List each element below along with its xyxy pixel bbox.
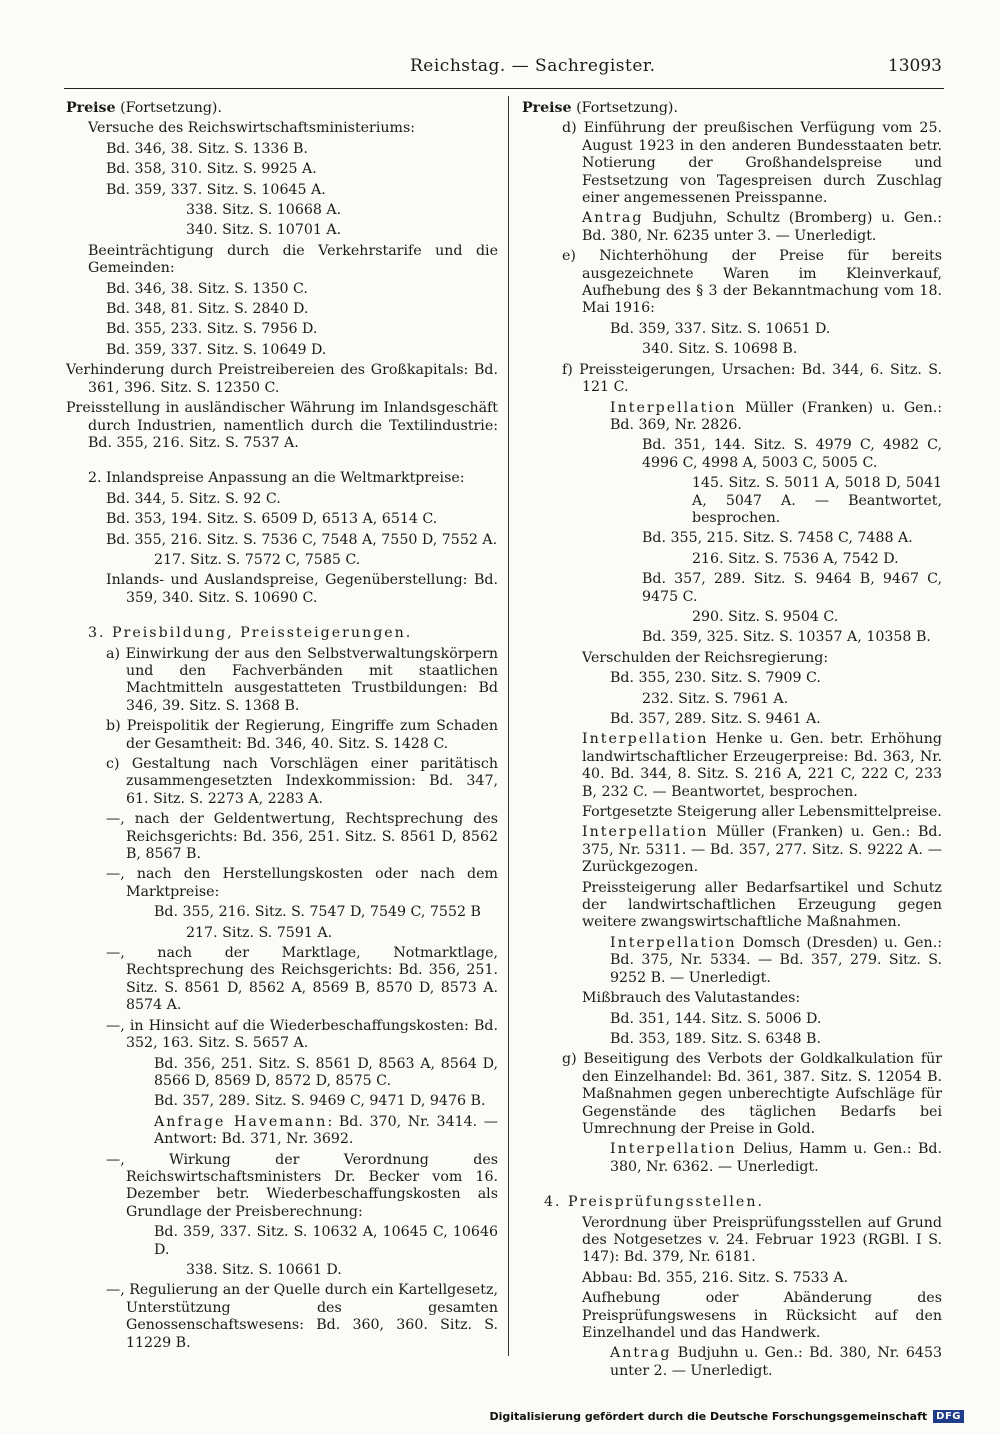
index-entry: a) Einwirkung der aus den Selbstverwaltungskörpern und den Fachverbänden mit staatlichen Machtmitteln ausgestatteten Trustbildungen: Bd 346, 39. Sitz. S. 1368 B.	[106, 645, 498, 714]
index-entry: Bd. 355, 215. Sitz. S. 7458 C, 7488 A.	[642, 530, 913, 547]
index-entry: 290. Sitz. S. 9504 C.	[692, 608, 839, 625]
index-entry: Abbau: Bd. 355, 216. Sitz. S. 7533 A.	[582, 1269, 849, 1286]
index-entry: f) Preissteigerungen, Ursachen: Bd. 344, 6. Sitz. S. 121 C.	[562, 361, 942, 396]
index-entry: Bd. 355, 216. Sitz. S. 7536 C, 7548 A, 7550 D, 7552 A.	[106, 531, 498, 548]
entry-text: : Bd. 370, Nr. 3414. — Antwort: Bd. 371, Nr. 3692.	[154, 1113, 498, 1148]
index-entry: Beeinträchtigung durch die Verkehrstarife und die Gemeinden:	[88, 242, 498, 277]
index-entry: 145. Sitz. S. 5011 A, 5018 D, 5041 A, 5047 A. — Beantwortet, besprochen.	[692, 475, 942, 526]
index-entry: Preissteigerung aller Bedarfsartikel und Schutz der landwirtschaftlichen Erzeugung gegen weitere zwangswirtschaftliche Maßnahmen.	[582, 879, 942, 931]
index-entry: —, Wirkung der Verordnung des Reichswirtschaftsministers Dr. Becker vom 16. Dezember betr. Wiederbeschaffungskosten als Grundlage der Preisberechnung:	[106, 1151, 498, 1220]
index-entry: Bd. 348, 81. Sitz. S. 2840 D.	[106, 301, 309, 318]
index-entry	[66, 100, 498, 117]
page-header	[0, 56, 1000, 82]
index-entry: 340. Sitz. S. 10698 B.	[642, 341, 798, 358]
index-entry: —, nach den Herstellungskosten oder nach dem Marktpreise:	[106, 866, 498, 900]
entry-lead: Antrag	[610, 1345, 672, 1362]
index-entry	[522, 935, 942, 987]
index-entry	[522, 1194, 942, 1211]
index-entry: Bd. 355, 233. Sitz. S. 7956 D.	[106, 321, 318, 338]
footer-text: Digitalisierung gefördert durch die Deutsche Forschungsgemeinschaft	[489, 1410, 928, 1423]
index-entry: Bd. 355, 216. Sitz. S. 7547 D, 7549 C, 7552 B	[154, 904, 481, 921]
index-entry: Fortgesetzte Steigerung aller Lebensmittelpreise.	[582, 804, 942, 821]
spacer	[522, 1179, 942, 1191]
entry-text: Budjuhn u. Gen.: Bd. 380, Nr. 6453 unter 2. — Unerledigt.	[610, 1345, 942, 1379]
index-entry	[522, 731, 942, 801]
page-number: 13093	[887, 56, 942, 76]
index-entry: Versuche des Reichswirtschaftsministeriums:	[88, 120, 416, 137]
spacer	[66, 610, 498, 622]
index-entry	[522, 100, 942, 117]
index-entry: Bd. 353, 189. Sitz. S. 6348 B.	[610, 1030, 821, 1047]
entry-text: Müller (Franken) u. Gen.: Bd. 369, Nr. 2826.	[610, 399, 942, 433]
index-entry	[522, 400, 942, 435]
index-entry: —, in Hinsicht auf die Wiederbeschaffungskosten: Bd. 352, 163. Sitz. S. 5657 A.	[106, 1017, 498, 1052]
index-entry: Bd. 359, 337. Sitz. S. 10645 A.	[106, 181, 326, 198]
index-entry: 340. Sitz. S. 10701 A.	[186, 222, 342, 239]
index-entry: Verschulden der Reichsregierung:	[582, 649, 829, 666]
entry-text: Budjuhn, Schultz (Bromberg) u. Gen.: Bd. 380, Nr. 6235 unter 3. — Unerledigt.	[582, 210, 942, 244]
entry-keyword: Preise	[66, 100, 116, 116]
section-heading: 4. Preisprüfungsstellen.	[544, 1194, 764, 1211]
entry-text: (Fortsetzung).	[571, 100, 678, 116]
index-entry: Aufhebung oder Abänderung des Preisprüfungswesens in Rücksicht auf den Einzelhandel und das Handwerk.	[582, 1290, 942, 1341]
entry-text: Domsch (Dresden) u. Gen.: Bd. 375, Nr. 5334. — Bd. 357, 279. Sitz. S. 9252 B. — Unerledigt.	[610, 934, 942, 986]
index-entry: 338. Sitz. S. 10661 D.	[186, 1261, 342, 1278]
index-entry: b) Preispolitik der Regierung, Eingriffe zum Schaden der Gesamtheit: Bd. 346, 40. Sitz. S. 1428 C.	[106, 718, 498, 752]
entry-text: (Fortsetzung).	[115, 100, 222, 116]
column-divider	[508, 96, 509, 1356]
index-entry	[66, 1114, 498, 1149]
index-entry: 338. Sitz. S. 10668 A.	[186, 202, 342, 219]
index-entry: Bd. 351, 144. Sitz. S. 5006 D.	[610, 1010, 822, 1027]
entry-text: Müller (Franken) u. Gen.: Bd. 375, Nr. 5311. — Bd. 357, 277. Sitz. S. 9222 A. — Zurückgezogen.	[582, 824, 942, 876]
index-entry: e) Nichterhöhung der Preise für bereits ausgezeichnete Waren im Kleinverkauf, Aufhebung des § 3 der Bekanntmachung vom 18. Mai 1916:	[562, 248, 942, 317]
index-entry: Preisstellung in ausländischer Währung im Inlandsgeschäft durch Industrien, namentlich durch die Textilindustrie: Bd. 355, 216. Sitz. S. 7537 A.	[66, 400, 498, 451]
entry-lead: Interpellation	[582, 731, 709, 748]
entry-text: Delius, Hamm u. Gen.: Bd. 380, Nr. 6362. — Unerledigt.	[610, 1141, 942, 1175]
index-entry	[522, 1141, 942, 1176]
entry-lead: Antrag	[582, 210, 644, 227]
index-entry: Bd. 357, 289. Sitz. S. 9464 B, 9467 C, 9475 C.	[642, 571, 942, 605]
entry-lead: Anfrage Havemann	[154, 1113, 328, 1130]
index-entry: 217. Sitz. S. 7572 C, 7585 C.	[154, 551, 361, 568]
index-entry: c) Gestaltung nach Vorschlägen einer paritätisch zusammengesetzten Indexkommission: Bd. 347, 61. Sitz. S. 2273 A, 2283 A.	[106, 756, 498, 807]
entry-text: Henke u. Gen. betr. Erhöhung landwirtschaftlicher Erzeugerpreise: Bd. 363, Nr. 40. Bd. 344, 8. Sitz. S. 216 A, 221 C, 222 C, 233 B, 232 C. — Beantwortet, besprochen.	[582, 731, 942, 800]
index-entry: Inlands- und Auslandspreise, Gegenüberstellung: Bd. 359, 340. Sitz. S. 10690 C.	[106, 572, 498, 606]
index-entry: Bd. 359, 337. Sitz. S. 10651 D.	[610, 320, 831, 337]
index-entry: 217. Sitz. S. 7591 A.	[186, 924, 333, 941]
index-entry: Bd. 346, 38. Sitz. S. 1336 B.	[106, 140, 308, 157]
index-entry: Mißbrauch des Valutastandes:	[582, 990, 801, 1007]
index-entry: Verordnung über Preisprüfungsstellen auf Grund des Notgesetzes v. 24. Februar 1923 (RGBl. I S. 147): Bd. 379, Nr. 6181.	[582, 1214, 942, 1266]
entry-lead: Interpellation	[610, 399, 737, 416]
running-title: Reichstag. — Sachregister.	[410, 56, 656, 76]
left-column	[66, 100, 498, 1355]
entry-lead: Interpellation	[582, 824, 709, 841]
index-entry: Verhinderung durch Preistreibereien des Großkapitals: Bd. 361, 396. Sitz. S. 12350 C.	[66, 362, 498, 396]
right-column	[522, 100, 942, 1383]
entry-keyword: Preise	[522, 100, 572, 116]
dfg-logo: DFG	[933, 1410, 964, 1423]
index-entry: d) Einführung der preußischen Verfügung vom 25. August 1923 in den anderen Bundesstaaten betr. Notierung der Großhandelspreise und Festsetzung von Tagespreisen durch Zuschlag einer angemessenen Preisspanne.	[562, 120, 942, 207]
section-heading: 3. Preisbildung, Preissteigerungen.	[88, 625, 413, 642]
index-entry	[522, 1345, 942, 1380]
index-entry: Bd. 355, 230. Sitz. S. 7909 C.	[610, 670, 821, 687]
index-entry: —, nach der Marktlage, Notmarktlage, Rechtsprechung des Reichsgerichts: Bd. 356, 251. Sitz. S. 8561 D, 8562 A, 8569 B, 8570 D, 8573 A. 8574 A.	[106, 945, 498, 1014]
index-entry: —, nach der Geldentwertung, Rechtsprechung des Reichsgerichts: Bd. 356, 251. Sitz. S. 8561 D, 8562 B, 8567 B.	[106, 811, 498, 863]
index-entry: Bd. 357, 289. Sitz. S. 9469 C, 9471 D, 9476 B.	[154, 1093, 486, 1110]
header-rule	[64, 88, 944, 89]
entry-lead: Interpellation	[610, 934, 737, 951]
index-entry: Bd. 358, 310. Sitz. S. 9925 A.	[106, 161, 317, 178]
footer-credit	[489, 1410, 964, 1423]
index-entry: g) Beseitigung des Verbots der Goldkalkulation für den Einzelhandel: Bd. 361, 387. Sitz. S. 12054 B. Maßnahmen gegen unberechtigte Aufschläge für Gegenstände des täglichen Bedarfs bei Umrechnung der Preise in Gold.	[562, 1051, 942, 1137]
index-entry: 232. Sitz. S. 7961 A.	[642, 690, 789, 707]
index-entry: 2. Inlandspreise Anpassung an die Weltmarktpreise:	[88, 470, 465, 487]
index-entry: Bd. 357, 289. Sitz. S. 9461 A.	[610, 711, 821, 727]
index-entry: Bd. 344, 5. Sitz. S. 92 C.	[106, 490, 281, 507]
index-entry: Bd. 351, 144. Sitz. S. 4979 C, 4982 C, 4996 C, 4998 A, 5003 C, 5005 C.	[642, 437, 942, 471]
index-entry: Bd. 359, 337. Sitz. S. 10649 D.	[106, 341, 327, 358]
index-entry: Bd. 359, 337. Sitz. S. 10632 A, 10645 C, 10646 D.	[154, 1224, 498, 1258]
spacer	[66, 455, 498, 467]
index-entry: Bd. 346, 38. Sitz. S. 1350 C.	[106, 280, 308, 297]
index-entry: —, Regulierung an der Quelle durch ein Kartellgesetz, Unterstützung des gesamten Genossenschaftswesens: Bd. 360, 360. Sitz. S. 11229 B.	[106, 1282, 498, 1351]
index-entry: Bd. 353, 194. Sitz. S. 6509 D, 6513 A, 6514 C.	[106, 511, 438, 528]
index-entry	[522, 824, 942, 876]
entry-lead: Interpellation	[610, 1141, 737, 1158]
index-entry	[522, 210, 942, 245]
index-entry: Bd. 356, 251. Sitz. S. 8561 D, 8563 A, 8564 D, 8566 D, 8569 D, 8572 D, 8575 C.	[154, 1055, 498, 1089]
index-entry	[66, 625, 498, 642]
index-entry: Bd. 359, 325. Sitz. S. 10357 A, 10358 B.	[642, 629, 931, 646]
index-entry: 216. Sitz. S. 7536 A, 7542 D.	[692, 550, 899, 567]
